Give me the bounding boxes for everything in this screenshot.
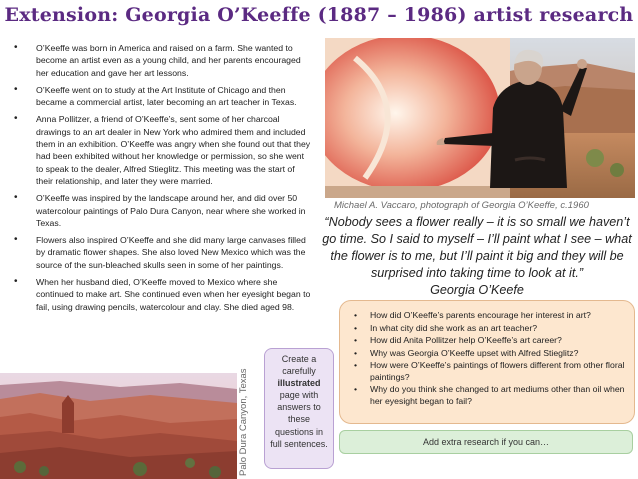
- question-item: • How were O’Keeffe’s paintings of flowers different from other floral paintings?: [354, 360, 625, 382]
- bullet-icon: •: [14, 42, 18, 53]
- fact-item: • O’Keeffe was born in America and raised on a farm. She wanted to become an artist even as a young child, and her parents encouraged her education and gave her art lessons.: [14, 42, 301, 78]
- fact-item: • O’Keeffe was inspired by the landscape around her, and did over 50 watercolour paintings of Palo Dura Canyon, near where she worked in Texas.: [14, 192, 306, 228]
- fact-item: • Flowers also inspired O’Keeffe and she did many large canvases filled by dramatic flower shapes. She also loved New Mexico which was the source of the sun-bleached skulls seen in some of her paintings.: [14, 234, 306, 270]
- page-title: Extension: Georgia O’Keeffe (1887 – 1986) artist research: [4, 4, 634, 26]
- question-item: • How did Anita Pollitzer help O’Keeffe’s art career?: [354, 335, 562, 345]
- task-text-end: page with answers to these questions in full sentences.: [270, 390, 328, 449]
- okeeffe-quote: [318, 214, 636, 299]
- canyon-caption: Palo Dura Canyon, Texas: [238, 368, 249, 476]
- question-list: [354, 310, 626, 407]
- question-item: • How did O’Keeffe’s parents encourage her interest in art?: [354, 310, 591, 320]
- palo-dura-canyon-photo: [0, 373, 237, 479]
- task-text-start: Create a carefully: [281, 354, 317, 377]
- bullet-icon: •: [354, 310, 358, 320]
- bullet-icon: •: [14, 234, 18, 246]
- task-emphasis: illustrated: [277, 378, 321, 389]
- quote-author: Georgia O’Keefe: [430, 283, 524, 297]
- question-item: • In what city did she work as an art teacher?: [354, 322, 538, 333]
- extra-research-box: Add extra research if you can…: [339, 430, 633, 454]
- task-box: [264, 348, 334, 469]
- bullet-icon: •: [354, 384, 358, 394]
- photo-caption: Michael A. Vaccaro, photograph of Georgia O’Keeffe, c.1960: [334, 200, 589, 211]
- quote-text: “Nobody sees a flower really – it is so small we haven’t go time. So I said to myself – I’ll paint what I see – what the flower is to me, but I’ll paint it big and they will be surprised into taking time to look at it.”: [322, 215, 632, 280]
- question-item: • Why do you think she changed to art mediums other than oil when her eyesight began to fail?: [354, 384, 625, 406]
- okeeffe-photo-illustration: [325, 38, 635, 198]
- fact-list: [12, 42, 312, 318]
- okeeffe-photo: [325, 38, 635, 198]
- canyon-illustration: [0, 373, 237, 479]
- bullet-icon: •: [354, 322, 358, 333]
- bullet-icon: •: [354, 360, 358, 370]
- question-item: • Why was Georgia O’Keeffe upset with Alfred Stieglitz?: [354, 347, 579, 358]
- fact-item: • When her husband died, O’Keeffe moved to Mexico where she continued to make art. She continued even when her eyesight began to fail, using drawing pencils, watercolour and clay. She died aged 98.: [14, 276, 311, 312]
- fact-item: • Anna Pollitzer, a friend of O’Keeffe’s, sent some of her charcoal drawings to an art dealer in New York who admired them and included them in an exhibition. O’Keeffe was angry when she found out that they had been exhibited without her knowledge or permission, so she went to speak to the dealer, Alfred Stieglitz. This meeting was the start of their relationship, and later they were married.: [14, 113, 311, 186]
- fact-item: • O’Keeffe went on to study at the Art Institute of Chicago and then became a commercial artist, later becoming an art teacher in Texas.: [14, 83, 297, 108]
- questions-box: [339, 300, 635, 424]
- bullet-icon: •: [14, 192, 18, 204]
- bullet-icon: •: [354, 347, 358, 358]
- bullet-icon: •: [14, 83, 18, 95]
- bullet-icon: •: [354, 335, 358, 345]
- bullet-icon: •: [14, 113, 18, 125]
- bullet-icon: •: [14, 276, 18, 288]
